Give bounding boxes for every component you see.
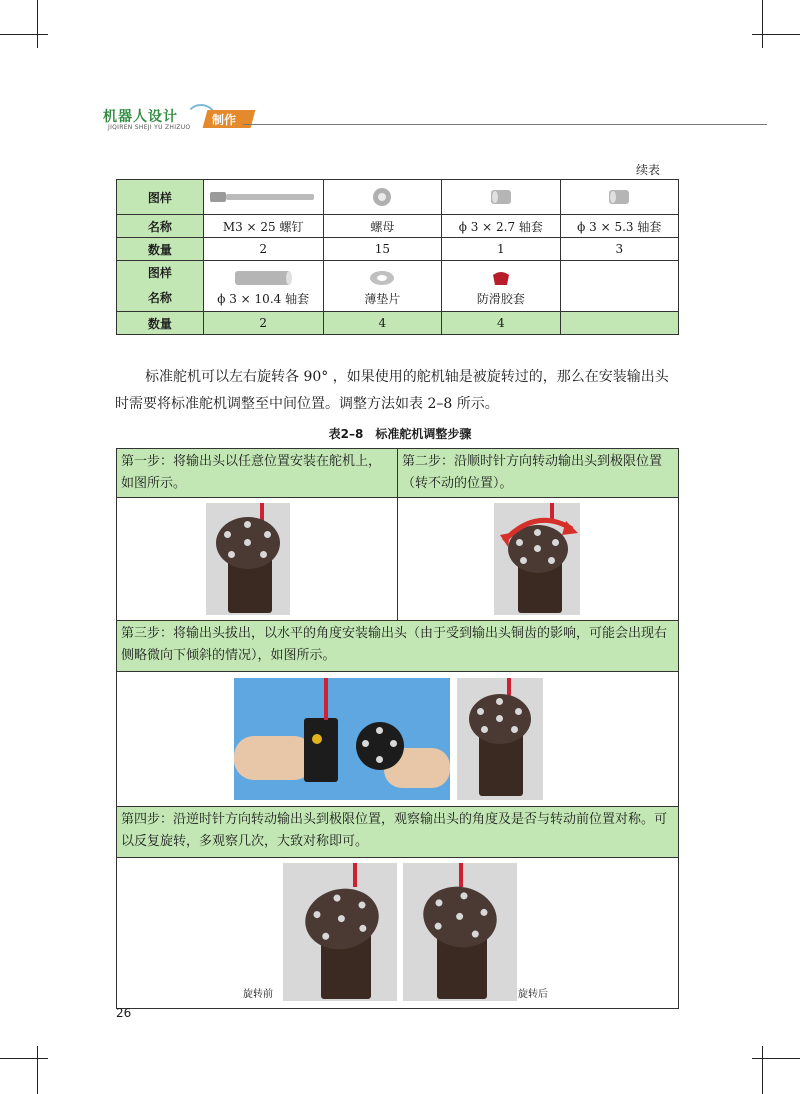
row-label: 图样 (117, 180, 204, 215)
table-row (117, 807, 679, 858)
row-label: 数量 (117, 312, 204, 335)
crop-mark (0, 1058, 48, 1059)
book-subtitle: JIQIREN SHEJI YU ZHIZUO (108, 124, 191, 131)
table-row (117, 261, 679, 312)
row-label: 数量 (117, 238, 204, 261)
servo-photo (457, 678, 543, 800)
servo-horn (418, 880, 503, 954)
table-cell: 2 (203, 312, 323, 335)
crop-mark (37, 0, 38, 48)
table-cell (560, 261, 678, 312)
continued-label: 续表 (636, 163, 661, 177)
crop-mark (0, 34, 48, 35)
steps-table (116, 448, 679, 1009)
servo-wire (459, 863, 463, 887)
sleeve-image (442, 180, 560, 215)
servo-photo (403, 863, 517, 1001)
row-label: 图样 (147, 266, 172, 280)
servo-photo (206, 503, 290, 615)
table-row (117, 215, 679, 238)
table-row (117, 180, 679, 215)
table-cell: ϕ 3 × 5.3 轴套 (560, 215, 678, 238)
parts-table (116, 179, 679, 335)
screw-icon (208, 190, 318, 204)
sleeve-icon (233, 269, 293, 287)
header-rule (243, 124, 767, 125)
table-row (117, 621, 679, 672)
servo-gear (312, 734, 322, 744)
table-cell (203, 261, 323, 312)
hands-photo (234, 678, 450, 800)
table-row (117, 498, 679, 621)
row-label: 名称 (147, 291, 172, 305)
page-number: 26 (116, 1006, 132, 1020)
row-label-pair (117, 261, 204, 312)
book-title: 机器人设计 (103, 109, 178, 125)
table-cell (560, 312, 678, 335)
step-image-cell (117, 672, 679, 807)
step-image-cell (398, 498, 679, 621)
body-paragraph: 标准舵机可以左右旋转各 90° ，如果使用的舵机轴是被旋转过的，那么在安装输出头时需要将标准舵机调整至中间位置。调整方法如表 2–8 所示。 (115, 369, 669, 412)
servo-horn (216, 517, 280, 569)
table-row (117, 312, 679, 335)
rubber-cap-icon (489, 269, 513, 287)
clockwise-arrow-icon (496, 507, 580, 547)
nut-icon (371, 186, 393, 208)
screw-image (203, 180, 323, 215)
crop-mark (762, 1046, 763, 1094)
part-name: 防滑胶套 (476, 292, 525, 306)
table-cell: 4 (442, 312, 560, 335)
sleeve-icon (607, 187, 631, 207)
after-label: 旋转后 (518, 989, 548, 1000)
row-label: 名称 (117, 215, 204, 238)
table-row (117, 449, 679, 498)
servo-wire (324, 678, 328, 720)
crop-mark (762, 0, 763, 48)
servo-body (304, 718, 338, 782)
part-name: ϕ 3 × 10.4 轴套 (217, 292, 310, 306)
step-image-cell (117, 498, 398, 621)
book-tag: 制作 (212, 113, 237, 127)
servo-wire (353, 863, 357, 887)
table-cell: M3 × 25 螺钉 (203, 215, 323, 238)
step-text: 第三步：将输出头拔出，以水平的角度安装输出头（由于受到输出头铜齿的影响，可能会出现右侧略微向下倾斜的情况），如图所示。 (117, 621, 679, 672)
table-row (117, 238, 679, 261)
table-cell: 1 (442, 238, 560, 261)
crop-mark (752, 34, 800, 35)
table-cell (442, 261, 560, 312)
servo-photo (494, 503, 580, 615)
table-cell (323, 261, 442, 312)
crop-mark (752, 1058, 800, 1059)
hand (234, 736, 314, 780)
servo-horn (469, 694, 531, 744)
washer-icon (367, 269, 397, 287)
part-name: 薄垫片 (364, 292, 401, 306)
table-cell: 3 (560, 238, 678, 261)
step-text: 第二步：沿顺时针方向转动输出头到极限位置（转不动的位置）。 (398, 449, 679, 498)
nut-image (323, 180, 442, 215)
table-cell: 15 (323, 238, 442, 261)
sleeve-image (560, 180, 678, 215)
step-image-cell (117, 858, 679, 1009)
before-label: 旋转前 (243, 989, 273, 1000)
servo-horn (356, 722, 404, 770)
table-row (117, 858, 679, 1009)
table-caption: 表2–8 标准舵机调整步骤 (328, 427, 472, 441)
table-cell: 4 (323, 312, 442, 335)
table-cell: 2 (203, 238, 323, 261)
crop-mark (37, 1046, 38, 1094)
sleeve-icon (489, 187, 513, 207)
table-cell: ϕ 3 × 2.7 轴套 (442, 215, 560, 238)
step-text: 第四步：沿逆时针方向转动输出头到极限位置，观察输出头的角度及是否与转动前位置对称。可以反复旋转，多观察几次，大致对称即可。 (117, 807, 679, 858)
table-row (117, 672, 679, 807)
step-text: 第一步：将输出头以任意位置安装在舵机上，如图所示。 (117, 449, 398, 498)
table-cell: 螺母 (323, 215, 442, 238)
servo-horn (300, 882, 385, 956)
servo-photo (243, 863, 397, 1001)
